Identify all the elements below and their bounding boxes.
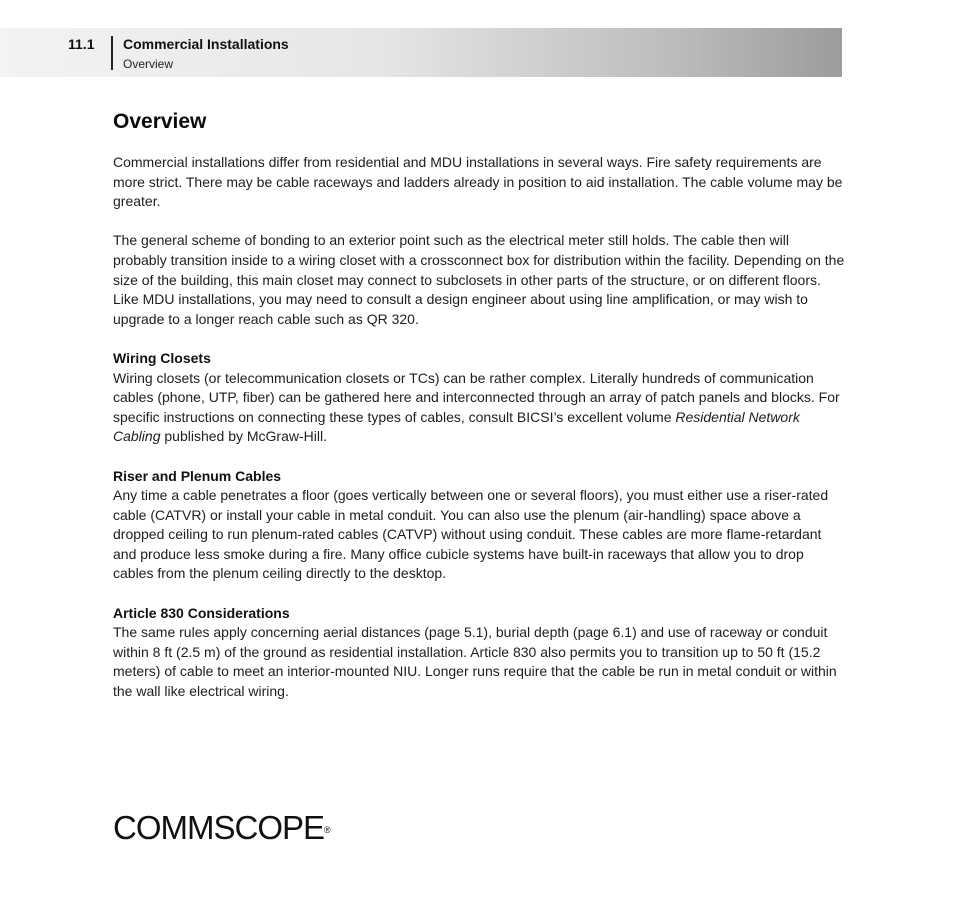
page-title: Overview [113, 110, 207, 133]
paragraph-bonding: The general scheme of bonding to an exterior point such as the electrical meter still holds. The cable then will probably transition inside to a wiring closet with a crossconnect box for distribution within the facility. Depending on the size of the building, this main closet may connect to subclosets in other parts of the structure, or on different floors. Like MDU installations, you may need to consult a design engineer about using line amplification, or may wish to upgrade to a longer reach cable such as QR 320. [113, 232, 845, 327]
logo-wordmark: COMMSCOPE [113, 809, 325, 846]
header-divider [111, 36, 113, 70]
registered-mark: ® [324, 825, 331, 835]
heading-wiring-closets: Wiring Closets [113, 349, 211, 366]
wiring-text-end: published by McGraw-Hill. [160, 428, 327, 445]
paragraph-intro: Commercial installations differ from residential and MDU installations in several ways. Fire safety requirements are more strict. There may be cable raceways and ladders already in position to aid installation. The cable volume may be greater. [113, 154, 843, 210]
paragraph-article-830: The same rules apply concerning aerial distances (page 5.1), burial depth (page 6.1) and use of raceway or conduit within 8 ft (2.5 m) of the ground as residential installation. Article 830 also permits you to transition up to 50 ft (15.2 meters) of cable to meet an interior-mounted NIU. Longer runs require that the cable be run in metal conduit or within the wall like electrical wiring. [113, 624, 837, 700]
section-title: Commercial Installations [123, 36, 289, 52]
book-title: Residential Network Cabling [113, 408, 800, 445]
heading-article-830: Article 830 Considerations [113, 604, 290, 621]
heading-riser-plenum: Riser and Plenum Cables [113, 467, 282, 484]
page-body [113, 153, 845, 721]
paragraph-wiring-closets [113, 369, 845, 447]
wiring-text-start: Wiring closets (or telecommunication closets or TCs) can be rather complex. Literally hundreds of communication cables (phone, UTP, fiber) can be gathered here and interconnected through an array of patch panels and blocks. For specific instructions on connecting these types of cables, consult BICSI’s excellent volume [113, 369, 840, 425]
section-number: 11.1 [68, 36, 95, 52]
paragraph-riser-plenum: Any time a cable penetrates a floor (goes vertically between one or several floors), you must either use a riser-rated cable (CATVR) or install your cable in metal conduit. You can also use the plenum (air-handling) space above a dropped ceiling to run plenum-rated cables (CATVP) without using conduit. These cables are more flame-retardant and produce less smoke during a fire. Many office cubicle systems have built-in raceways that allow you to drop cables from the plenum ceiling directly to the desktop. [113, 487, 829, 582]
commscope-logo [113, 810, 331, 846]
subsection-title: Overview [123, 57, 174, 71]
